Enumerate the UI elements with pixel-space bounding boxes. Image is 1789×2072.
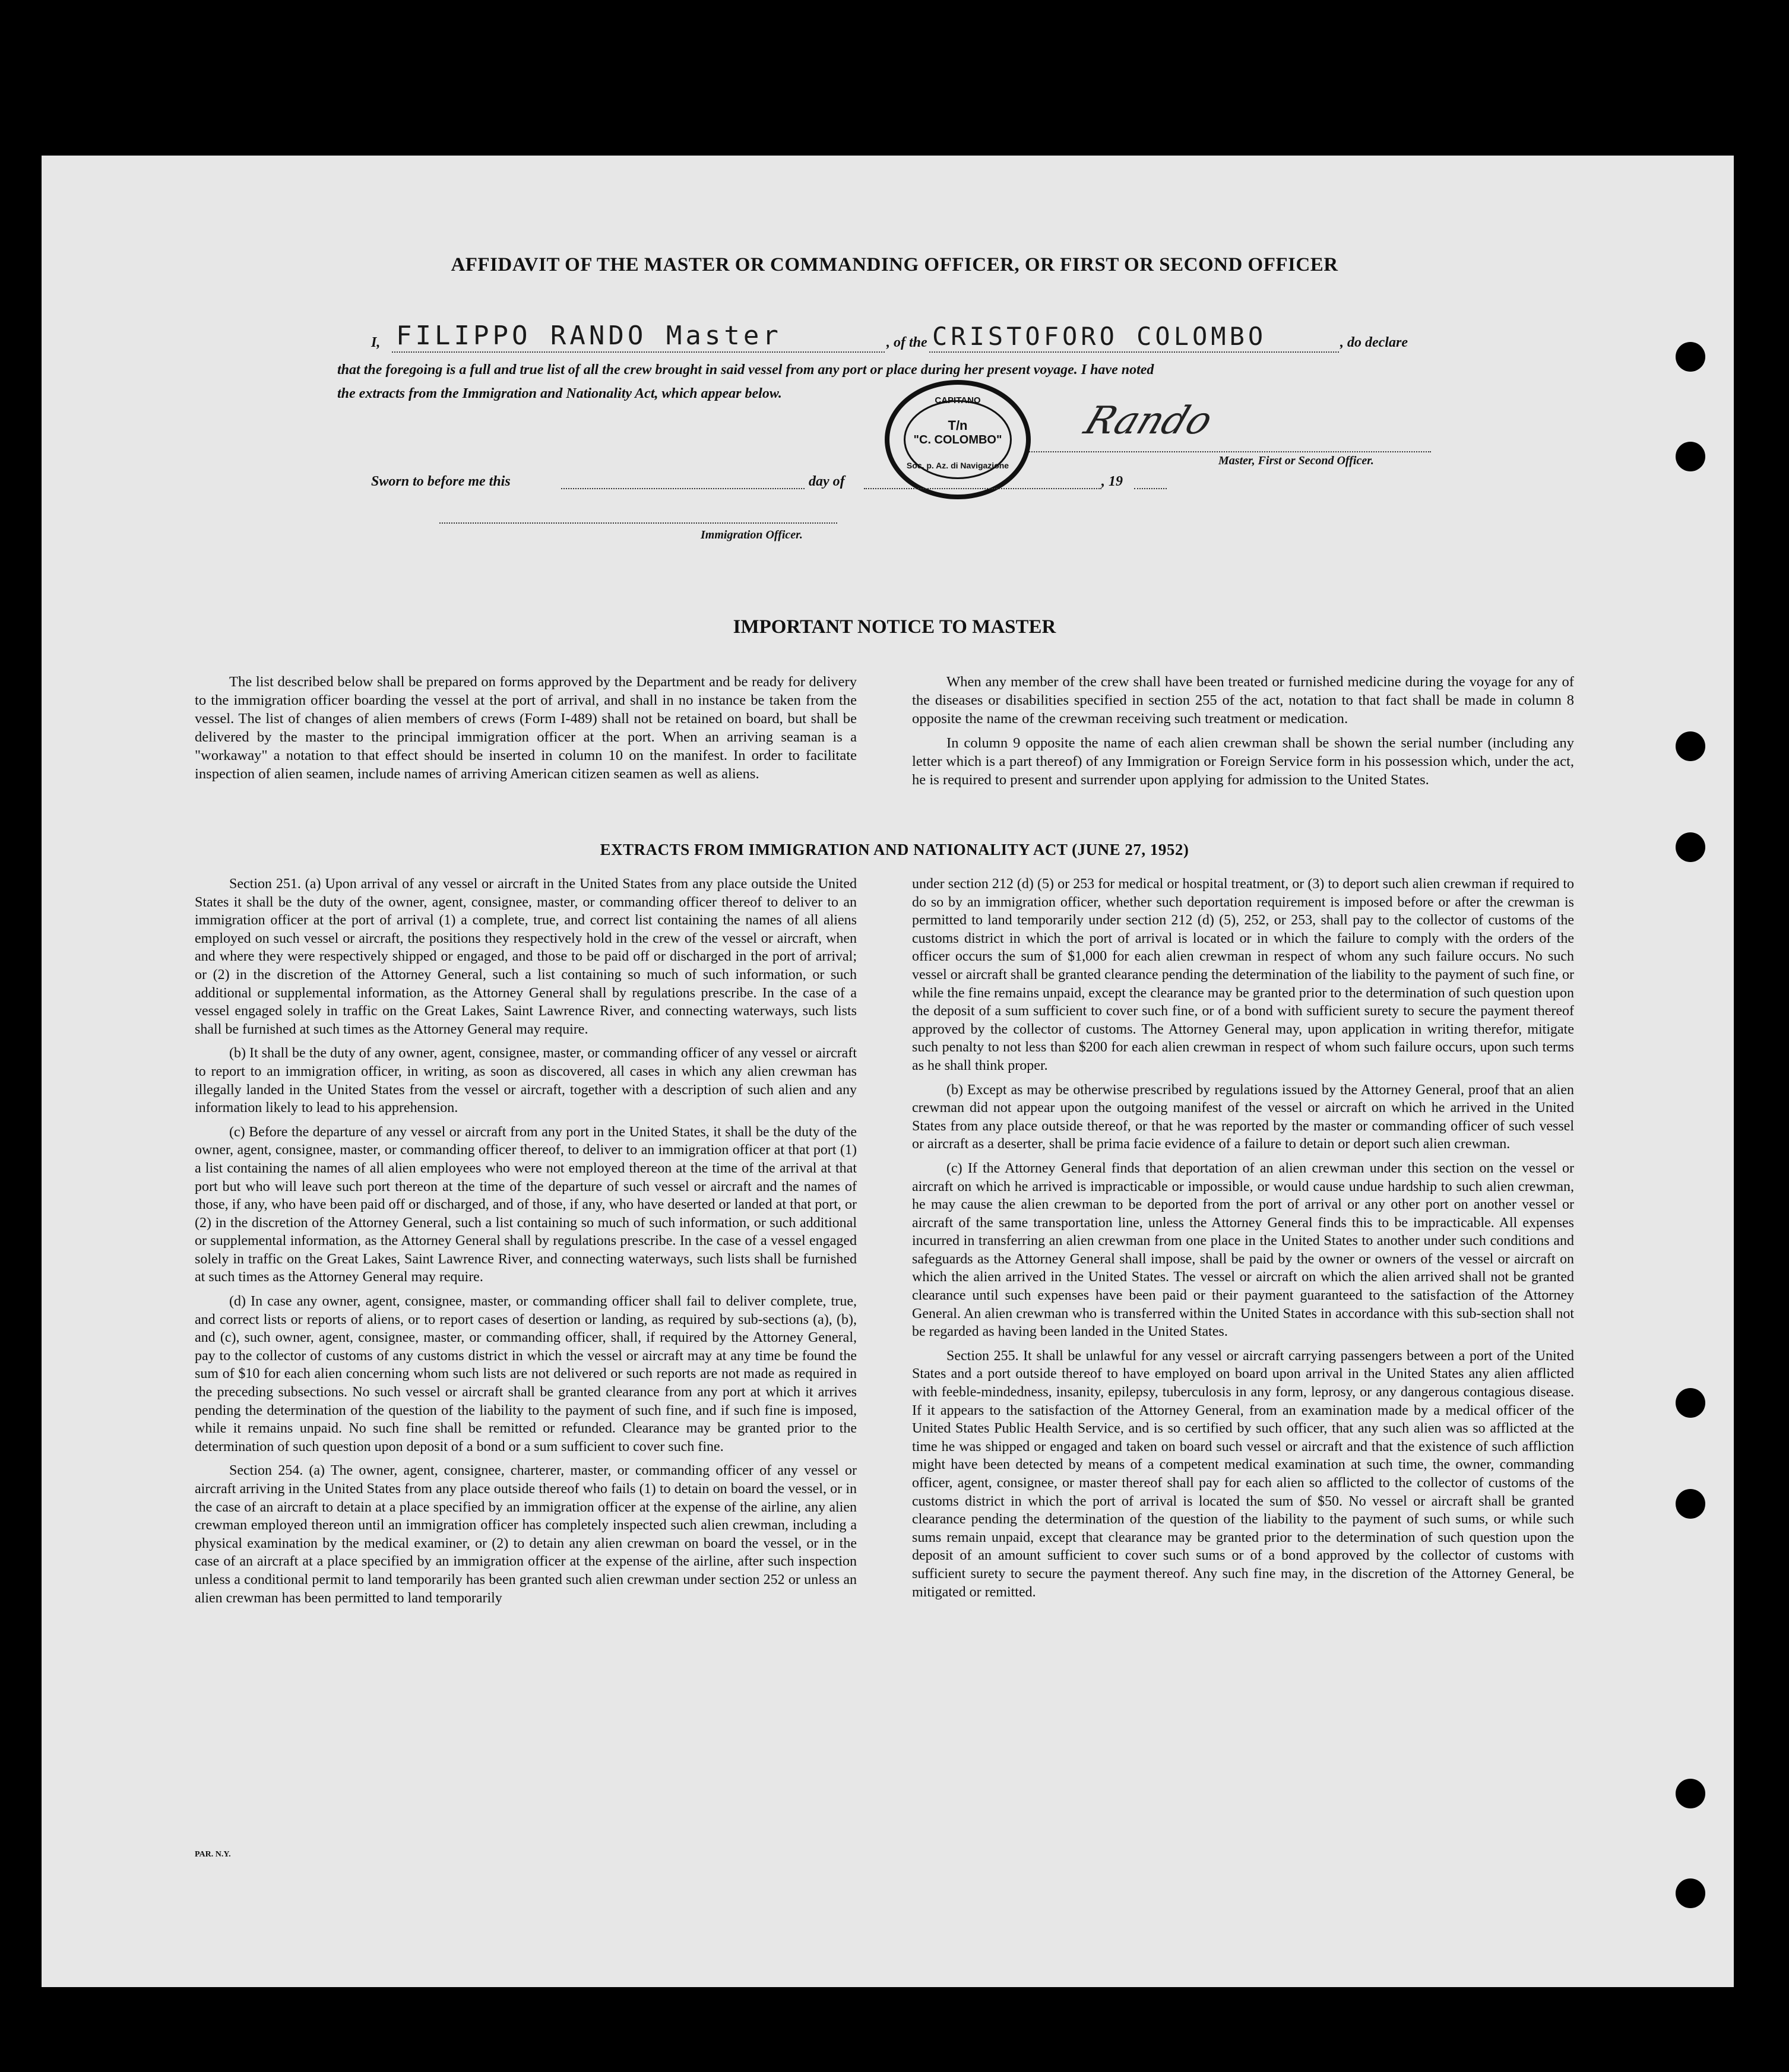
declaration-text-3: the extracts from the Immigration and Nationality Act, which appear below. <box>337 386 782 401</box>
act-section-paragraph: Section 255. It shall be unlawful for any vessel or aircraft carrying passengers between a port of the United States and a port outside thereof to have employed on board upon arrival in the United States any alien afflicted with feeble-mindedness, insanity, epilepsy, tuberculosis in any form, leprosy, or any dangerous contagious disease. If it appears to the satisfaction of the Attorney General, from an examination made by a medical officer of the United States Public Health Service, and is so certified by such officer, that any such alien was so afflicted at the time he was shipped or engaged and taken on board such vessel or aircraft and that the existence of such affliction might have been detected by means of a competent medical examination at such time, the owner, commanding officer, agent, consignee, or master thereof shall pay for each alien so afflicted to the collector of customs of the customs district in which the port of arrival is located the sum of $50. No vessel or aircraft shall be granted clearance pending the determination of the question of the liability to the payment of such sums, or while such sums remain unpaid, except that clearance may be granted prior to the determination of such question upon the deposit of an amount sufficient to cover such sums or of a bond approved by the collector of customs with sufficient surety to secure the payment thereof. Any such fine may, in the discretion of the Attorney General, be mitigated or remitted. <box>912 1348 1574 1600</box>
notice-paragraph: The list described below shall be prepared on forms approved by the Department and be ready for delivery to the immigration officer boarding the vessel at the port of arrival, and shall in no instance be taken from the vessel. The list of changes of alien members of crews (Form I-489) shall not be retained on board, but shall be delivered by the master to the principal immigration officer at the port. When an arriving seaman is a "workaway" a notation to that effect should be inserted in column 10 on the manifest. In order to facilitate inspection of alien seamen, include names of arriving American citizen seamen as well as aliens. <box>195 674 857 782</box>
punch-hole <box>1676 1878 1705 1908</box>
affidavit-title: AFFIDAVIT OF THE MASTER OR COMMANDING OFFICER, OR FIRST OR SECOND OFFICER <box>451 254 1338 275</box>
extracts-title: EXTRACTS FROM IMMIGRATION AND NATIONALITY ACT (JUNE 27, 1952) <box>600 841 1189 858</box>
act-section-paragraph: (c) If the Attorney General finds that deportation of an alien crewman under this section on the vessel or aircraft on which he arrived is impracticable or impossible, or would cause undue hardship to such alien crewman, he may cause the alien crewman to be deported from the port of arrival or any other port on another vessel or aircraft of the same transportation line, unless the Attorney General finds this to be impracticable. All expenses incurred in transferring an alien crewman from one place in the United States to another under such conditions and safeguards as the Attorney General shall impose, shall be paid by the owner or owners of the vessel or aircraft on which the alien arrived in the United States. The vessel or aircraft on which the alien arrived shall not be granted clearance until such expenses have been paid or their payment guaranteed to the satisfaction of the Attorney General. An alien crewman who is transferred within the United States in accordance with this sub-section shall not be regarded as having been landed in the United States. <box>912 1160 1574 1340</box>
master-name-handwritten: FILIPPO RANDO Master <box>396 321 782 351</box>
notice-right-column <box>912 673 1574 795</box>
master-signature: Rando <box>1078 399 1218 443</box>
officer-signature-line <box>439 522 837 524</box>
extracts-right-column <box>912 875 1574 1607</box>
act-section-paragraph: Section 251. (a) Upon arrival of any vessel or aircraft in the United States from any place outside the United States it shall be the duty of the owner, agent, consignee, master, or commanding officer thereof to deliver to an immigration officer at the port of arrival (1) a complete, true, and correct list containing the names of all aliens employed on such vessel or aircraft, the positions they respectively hold in the crew of the vessel or aircraft, when and where they were respectively shipped or engaged, and those to be paid off or discharged in the port of arrival; or (2) in the discretion of the Attorney General, such a list containing so much of such information, or such additional or supplemental information, as the Attorney General shall by regulations prescribe. In the case of a vessel engaged solely in traffic on the Great Lakes, Saint Lawrence River, and connecting waterways, such lists shall be furnished at such times as the Attorney General may require. <box>195 876 857 1037</box>
year-label: , 19 <box>1101 474 1123 489</box>
notice-paragraph: In column 9 opposite the name of each alien crewman shall be shown the serial number (including any letter which is a part thereof) of any Immigration or Foreign Service form in his possession which, under the act, he is required to present and surrender upon applying for admission to the United States. <box>912 734 1574 788</box>
punch-hole <box>1676 1779 1705 1808</box>
act-section-paragraph: under section 212 (d) (5) or 253 for medical or hospital treatment, or (3) to deport such alien crewman if required to do so by an immigration officer, whether such deportation requirement is imposed before or after the crewman is permitted to land temporarily under section 212 (d) (5), 252, or 253, shall pay to the collector of customs of the customs district in which the port of arrival is located or in which the failure to comply with the orders of the officer occurs the sum of $1,000 for each alien crewman in respect of whom any such failure occurs. No such vessel or aircraft shall be granted clearance pending the determination of the liability to the payment of such fine, or while the fine remains unpaid, except the clearance may be granted prior to the determination of such question upon the deposit of a sum sufficient to cover such fine, or of a bond with sufficient surety to secure the payment thereof approved by the collector of customs. The Attorney General may, upon application in writing therefor, mitigate such penalty to not less than $200 for each alien crewman in respect of whom such failure occurs, upon such terms as he shall think proper. <box>912 876 1574 1073</box>
declaration-line <box>335 321 1434 356</box>
extracts-left-column <box>195 875 857 1613</box>
act-section-paragraph: (b) Except as may be otherwise prescribed by regulations issued by the Attorney General, proof that an alien crewman did not appear upon the outgoing manifest of the vessel or aircraft on which he arrived in the United States from any place outside thereof, or that he was reported by the master or commanding officer of such vessel or aircraft as a deserter, shall be prima facie evidence of a failure to detain or deport such alien crewman. <box>912 1082 1574 1152</box>
day-of-label: day of <box>809 474 845 489</box>
notice-paragraph: When any member of the crew shall have been treated or furnished medicine during the voyage for any of the diseases or disabilities specified in section 255 of the act, notation to that fact shall be made in column 8 opposite the name of the crewman receiving such treatment or medication. <box>912 674 1574 727</box>
of-the-label: , of the <box>886 335 927 350</box>
ship-name-handwritten: CRISTOFORO COLOMBO <box>932 322 1267 351</box>
sworn-label: Sworn to before me this <box>371 474 511 489</box>
name-underline <box>392 351 885 353</box>
ship-stamp <box>885 380 1031 499</box>
officer-label: Immigration Officer. <box>701 528 803 541</box>
declaration-i: I, <box>371 335 381 350</box>
stamp-middle-text-1: T/n <box>948 418 968 433</box>
signature-line <box>1003 451 1431 452</box>
act-section-paragraph: Section 254. (a) The owner, agent, consignee, charterer, master, or commanding officer of any vessel or aircraft arriving in the United States from any place outside thereof who fails (1) to detain on board the vessel, or in the case of an aircraft to detain at a place specified by an immigration officer at the expense of the airline, any alien crewman employed thereon until an immigration officer has completely inspected such alien crewman, including a physical examination by the medical examiner, or (2) to detain any alien crewman on board the vessel, or in the case of an aircraft at a place specified by an immigration officer at the expense of the airline, after such inspection unless a conditional permit to land temporarily has been granted such alien crewman under section 252 or unless an alien crewman has been permitted to land temporarily <box>195 1463 857 1606</box>
month-blank <box>864 488 1101 489</box>
stamp-bottom-text: Soc. p. Az. di Navigazione <box>906 461 1009 470</box>
punch-hole <box>1676 442 1705 471</box>
punch-hole <box>1676 1388 1705 1418</box>
do-declare-label: , do declare <box>1340 335 1408 350</box>
punch-hole <box>1676 342 1705 372</box>
declaration-text-2: that the foregoing is a full and true list of all the crew brought in said vessel from any port or place during her present voyage. I have noted <box>337 362 1154 378</box>
act-section-paragraph: (c) Before the departure of any vessel or aircraft from any port in the United States, it shall be the duty of the owner, agent, consignee, master, or commanding officer thereof, to deliver to an immigration officer at that port (1) a list containing the names of all alien employees who were not employed thereon at the time of the arrival at that port but who will leave such port thereon at the time of the departure of such vessel or aircraft and the names of those, if any, who have been paid off or discharged, and of those, if any, who have deserted or landed at that port, or (2) in the discretion of the Attorney General, such a list containing so much of such information, or such additional or supplemental information, as the Attorney General shall by regulations prescribe. In the case of a vessel engaged solely in traffic on the Great Lakes, Saint Lawrence River, and connecting waterways, such lists shall be furnished at such times as the Attorney General may require. <box>195 1124 857 1285</box>
ship-underline <box>929 351 1339 353</box>
stamp-top-text: CAPITANO <box>935 395 981 405</box>
printer-mark: PAR. N.Y. <box>195 1850 231 1859</box>
signature-label: Master, First or Second Officer. <box>1218 454 1374 467</box>
sworn-blank <box>561 488 805 489</box>
act-section-paragraph: (b) It shall be the duty of any owner, agent, consignee, master, or commanding officer of any vessel or aircraft to report to an immigration officer, in writing, as soon as discovered, all cases in which any alien crewman has illegally landed in the United States from the vessel or aircraft, together with a description of such alien and any information likely to lead to his apprehension. <box>195 1045 857 1116</box>
act-section-paragraph: (d) In case any owner, agent, consignee, master, or commanding officer shall fail to deliver complete, true, and correct lists or reports of aliens, or to report cases of desertion or landing, as required by sub-sections (a), (b), and (c), such owner, agent, consignee, master, or commanding officer, shall, if required by the Attorney General, pay to the collector of customs of any customs district in which the vessel or aircraft may at any time be found the sum of $10 for each alien concerning whom such lists are not delivered or such reports are not made as required in the preceding subsections. No such vessel or aircraft shall be granted clearance from any port at which it arrives pending the determination of the question of the liability to the payment of such fine, and if such fine is imposed, while it remains unpaid. No such fine shall be remitted or refunded. Clearance may be granted prior to the determination of such question upon deposit of a bond or a sum sufficient to cover such fine. <box>195 1294 857 1455</box>
stamp-middle-text-2: "C. COLOMBO" <box>913 433 1002 446</box>
punch-hole <box>1676 731 1705 761</box>
notice-left-column <box>195 673 857 789</box>
year-blank <box>1134 488 1167 489</box>
notice-title: IMPORTANT NOTICE TO MASTER <box>733 616 1056 638</box>
punch-hole <box>1676 1489 1705 1519</box>
